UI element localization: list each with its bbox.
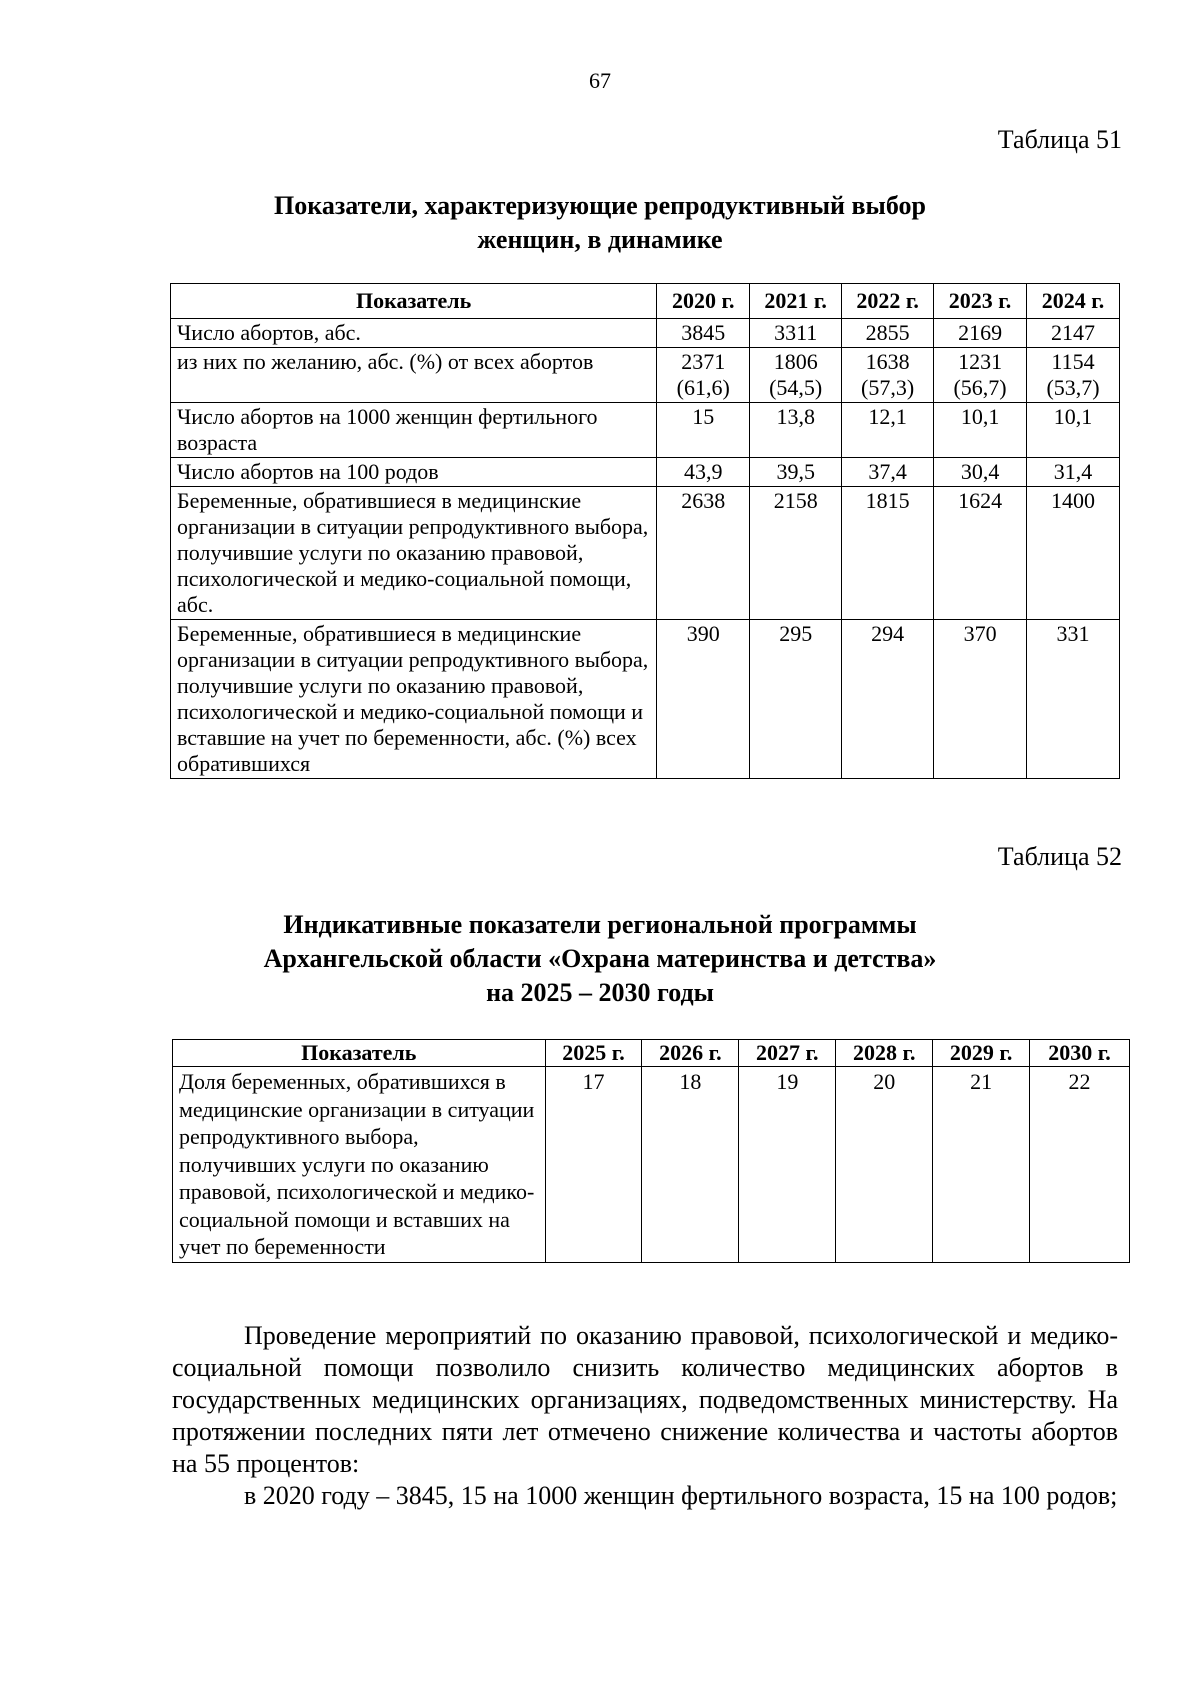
table-51: [170, 283, 1120, 779]
value-cell: 370: [934, 620, 1027, 779]
value-cell: 1815: [842, 487, 934, 620]
page-number: 67: [589, 68, 611, 93]
value-cell: 17: [545, 1067, 642, 1263]
value-cell: 18: [642, 1067, 739, 1263]
table-row: [171, 403, 1120, 458]
value-cell: 1231 (56,7): [934, 348, 1027, 403]
value-cell: 20: [836, 1067, 933, 1263]
column-header: 2026 г.: [642, 1040, 739, 1067]
column-header: 2023 г.: [934, 284, 1027, 319]
value-cell: 390: [657, 620, 750, 779]
column-header: 2020 г.: [657, 284, 750, 319]
value-cell: 3845: [657, 319, 750, 348]
value-cell: 39,5: [750, 458, 842, 487]
table-51-header-row: [171, 284, 1120, 319]
indicator-cell: Число абортов, абс.: [171, 319, 657, 348]
value-cell: 12,1: [842, 403, 934, 458]
value-cell: 1638 (57,3): [842, 348, 934, 403]
value-cell: 2855: [842, 319, 934, 348]
value-cell: 331: [1027, 620, 1120, 779]
value-cell: 10,1: [1027, 403, 1120, 458]
indicator-cell: из них по желанию, абс. (%) от всех абортов: [171, 348, 657, 403]
table-row: [171, 620, 1120, 779]
value-cell: 10,1: [934, 403, 1027, 458]
body-paragraph: в 2020 году – 3845, 15 на 1000 женщин фертильного возраста, 15 на 100 родов;: [244, 1481, 1118, 1510]
column-header: 2024 г.: [1027, 284, 1120, 319]
value-cell: 1806 (54,5): [750, 348, 842, 403]
indicator-cell: Доля беременных, обратившихся в медицинские организации в ситуации репродуктивного выбора, получивших услуги по оказанию правовой, психологической и медико-социальной помощи и вставших на учет по беременности: [173, 1067, 546, 1263]
table-52-header-row: [173, 1040, 1130, 1067]
column-header: 2027 г.: [739, 1040, 836, 1067]
column-header: 2028 г.: [836, 1040, 933, 1067]
value-cell: 43,9: [657, 458, 750, 487]
table-52-label: Таблица 52: [997, 842, 1122, 871]
value-cell: 1624: [934, 487, 1027, 620]
table-51-title-line: женщин, в динамике: [477, 225, 723, 254]
value-cell: 295: [750, 620, 842, 779]
table-52-title-line: на 2025 – 2030 годы: [486, 978, 714, 1007]
indicator-cell: Беременные, обратившиеся в медицинские организации в ситуации репродуктивного выбора, получившие услуги по оказанию правовой, психологической и медико-социальной помощи, абс.: [171, 487, 657, 620]
table-52: [172, 1039, 1130, 1263]
indicator-cell: Беременные, обратившиеся в медицинские организации в ситуации репродуктивного выбора, получившие услуги по оказанию правовой, психологической и медико-социальной помощи и вставшие на учет по беременности, абс. (%) всех обратившихся: [171, 620, 657, 779]
value-cell: 19: [739, 1067, 836, 1263]
value-cell: 2169: [934, 319, 1027, 348]
column-header: 2021 г.: [750, 284, 842, 319]
value-cell: 1400: [1027, 487, 1120, 620]
value-cell: 21: [933, 1067, 1030, 1263]
value-cell: 2158: [750, 487, 842, 620]
table-52-title: [0, 908, 1200, 1010]
indicator-cell: Число абортов на 1000 женщин фертильного возраста: [171, 403, 657, 458]
body-paragraph: Проведение мероприятий по оказанию правовой, психологической и медико-социальной помощи позволило снизить количество медицинских абортов в государственных медицинских организациях, подведомственных министерству. На протяжении последних пяти лет отмечено снижение количества и частоты абортов на 55 процентов:: [172, 1321, 1118, 1478]
value-cell: 13,8: [750, 403, 842, 458]
value-cell: 31,4: [1027, 458, 1120, 487]
value-cell: 37,4: [842, 458, 934, 487]
table-51-label: Таблица 51: [997, 125, 1122, 154]
column-header: Показатель: [171, 284, 657, 319]
value-cell: 15: [657, 403, 750, 458]
table-row: [171, 348, 1120, 403]
value-cell: 2371 (61,6): [657, 348, 750, 403]
column-header: Показатель: [173, 1040, 546, 1067]
table-row: [173, 1067, 1130, 1263]
table-row: [171, 319, 1120, 348]
column-header: 2030 г.: [1030, 1040, 1130, 1067]
column-header: 2022 г.: [842, 284, 934, 319]
value-cell: 1154 (53,7): [1027, 348, 1120, 403]
value-cell: 294: [842, 620, 934, 779]
value-cell: 22: [1030, 1067, 1130, 1263]
table-row: [171, 458, 1120, 487]
table-row: [171, 487, 1120, 620]
value-cell: 2147: [1027, 319, 1120, 348]
indicator-cell: Число абортов на 100 родов: [171, 458, 657, 487]
table-52-title-line: Индикативные показатели региональной программы: [283, 910, 917, 939]
value-cell: 3311: [750, 319, 842, 348]
column-header: 2025 г.: [545, 1040, 642, 1067]
value-cell: 30,4: [934, 458, 1027, 487]
value-cell: 2638: [657, 487, 750, 620]
column-header: 2029 г.: [933, 1040, 1030, 1067]
table-52-title-line: Архангельской области «Охрана материнства и детства»: [263, 944, 937, 973]
table-51-title-line: Показатели, характеризующие репродуктивный выбор: [274, 191, 926, 220]
table-51-title: [0, 189, 1200, 257]
